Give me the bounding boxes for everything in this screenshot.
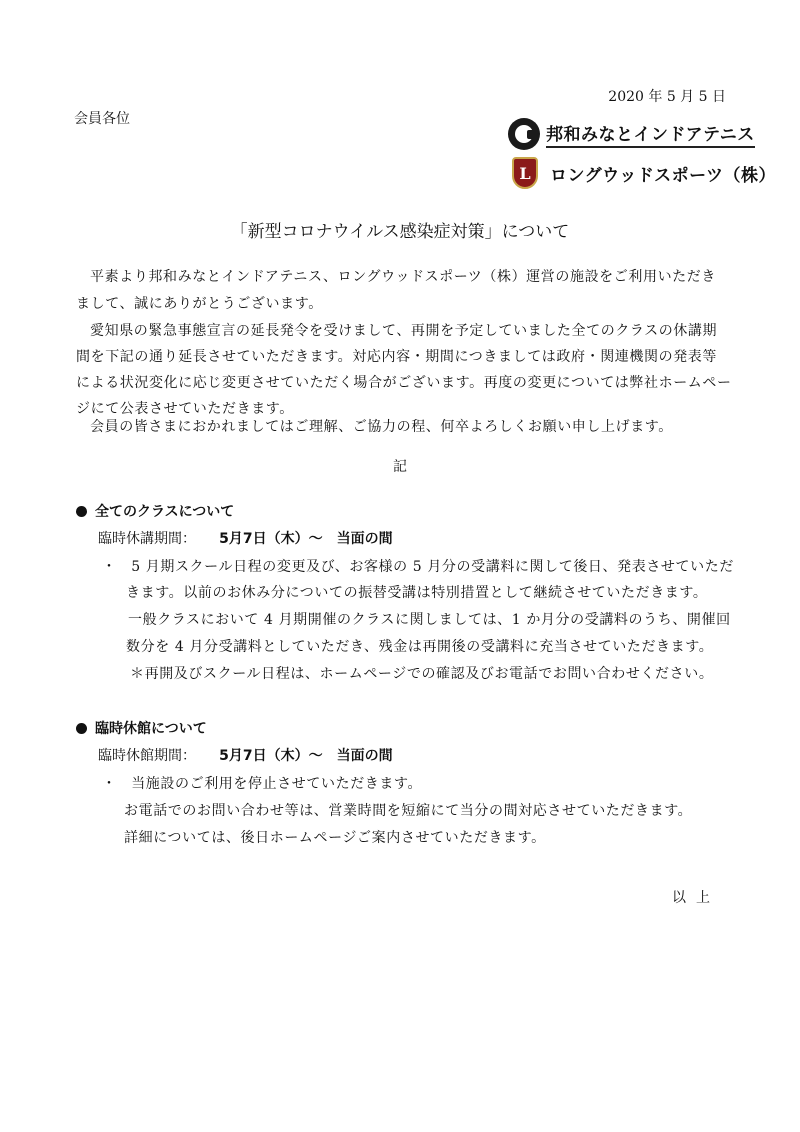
page-title: 「新型コロナウイルス感染症対策」について — [230, 222, 570, 242]
period-label: 臨時休講期間： — [98, 531, 196, 547]
intro-line: まして、誠にありがとうございます。 — [76, 296, 323, 312]
list-item: ・ 5 月期スクール日程の変更及び、お客様の 5 月分の受講料に関して後日、発表させていただ — [102, 559, 734, 575]
bullet-icon — [76, 506, 87, 517]
intro-line: ジにて公表させていただきます。 — [76, 401, 294, 417]
list-item: ＊再開及びスクール日程は、ホームページでの確認及びお電話でお問い合わせください。 — [130, 666, 714, 682]
section-heading-text: 全てのクラスについて — [95, 504, 235, 520]
intro-line: による状況変化に応じ変更させていただく場合がございます。再度の変更については弊社ホームペー — [76, 375, 732, 391]
addressee: 会員各位 — [74, 111, 130, 127]
longwood-logo-text: ロングウッドスポーツ（株） — [550, 165, 776, 186]
period-value: 5月7日（木）～ 当面の間 — [219, 748, 393, 764]
howa-logo-text: 邦和みなとインドアテニス — [546, 120, 755, 148]
howa-logo-mark-icon — [508, 118, 540, 150]
longwood-shield-icon: L — [512, 157, 538, 189]
ki-marker: 記 — [393, 459, 407, 475]
howa-logo — [508, 118, 755, 150]
list-item: ・ 当施設のご利用を停止させていただきます。 — [102, 776, 423, 792]
bullet-icon — [76, 723, 87, 734]
list-item: お電話でのお問い合わせ等は、営業時間を短縮にて当分の間対応させていただきます。 — [124, 803, 693, 819]
period-value: 5月7日（木）～ 当面の間 — [219, 531, 393, 547]
section-heading — [76, 718, 207, 738]
intro-line: 平素より邦和みなとインドアテニス、ロングウッドスポーツ（株）運営の施設をご利用いただき — [90, 269, 716, 285]
document-date: 2020 年 5 月 5 日 — [608, 89, 726, 105]
period-row — [98, 528, 393, 548]
intro-line: 愛知県の緊急事態宣言の延長発令を受けまして、再開を予定していました全てのクラスの休講期 — [90, 323, 718, 339]
section-heading — [76, 501, 234, 521]
period-label: 臨時休館期間： — [98, 748, 196, 764]
period-row — [98, 745, 393, 765]
closing-mark: 以上 — [672, 890, 720, 906]
intro-line: 会員の皆さまにおかれましてはご理解、ご協力の程、何卒よろしくお願い申し上げます。 — [90, 419, 673, 435]
list-item: 数分を 4 月分受講料としていただき、残金は再開後の受講料に充当させていただきます。 — [126, 639, 714, 655]
intro-line: 間を下記の通り延長させていただきます。対応内容・期間につきましては政府・関連機関の発表等 — [76, 349, 717, 365]
list-item: きます。以前のお休み分についての振替受講は特別措置として継続させていただきます。 — [126, 585, 708, 601]
section-heading-text: 臨時休館について — [95, 721, 207, 737]
list-item: 一般クラスにおいて 4 月期開催のクラスに関しましては、1 か月分の受講料のうち、開催回 — [128, 612, 731, 628]
list-item: 詳細については、後日ホームページご案内させていただきます。 — [124, 830, 546, 846]
longwood-logo — [512, 157, 776, 189]
